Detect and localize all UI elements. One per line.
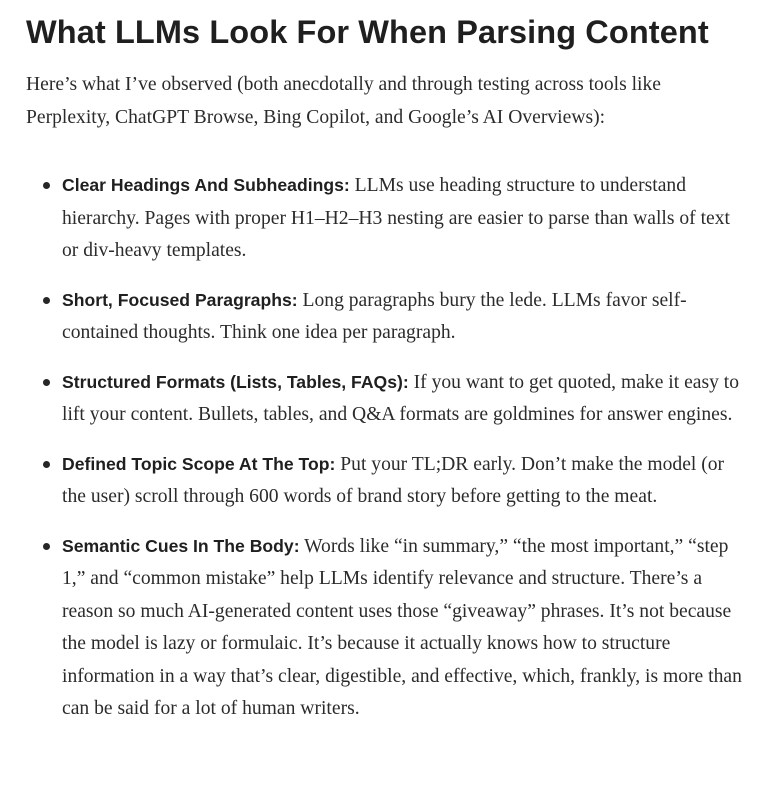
list-item — [26, 169, 746, 268]
bullet-dot-icon — [43, 297, 50, 304]
point-term: Structured Formats (Lists, Tables, FAQs): — [62, 371, 409, 392]
list-item — [26, 448, 746, 514]
point-text: If you want to get quoted, make it easy to lift your content. Bullets, tables, and Q&A formats are goldmines for answer engines. — [62, 371, 740, 425]
point-term: Short, Focused Paragraphs: — [62, 289, 298, 310]
section-heading: What LLMs Look For When Parsing Content — [26, 14, 709, 50]
point-text: LLMs use heading structure to understand hierarchy. Pages with proper H1–H2–H3 nesting are easier to parse than walls of text or div-heavy templates. — [62, 175, 730, 261]
point-text: Words like “in summary,” “the most important,” “step 1,” and “common mistake” help LLMs identify relevance and structure. There’s a reason so much AI-generated content uses those “giveaway” phrases. It’s not because the model is lazy or formulaic. It’s because it actually knows how to structure information in a way that’s clear, digestible, and effective, which, frankly, is more than can be said for a lot of human writers. — [62, 535, 742, 719]
list-item — [26, 366, 746, 432]
list-item — [26, 284, 746, 350]
point-term: Clear Headings And Subheadings: — [62, 175, 350, 195]
point-term: Defined Topic Scope At The Top: — [62, 453, 336, 474]
bullet-dot-icon — [43, 182, 50, 189]
point-term: Semantic Cues In The Body: — [62, 535, 300, 556]
bullet-dot-icon — [43, 461, 50, 468]
article-body — [26, 0, 754, 726]
point-text: Long paragraphs bury the lede. LLMs favor self-contained thoughts. Think one idea per paragraph. — [62, 289, 687, 343]
intro-paragraph: Here’s what I’ve observed (both anecdotally and through testing across tools like Perplexity, ChatGPT Browse, Bing Copilot, and Google’s AI Overviews): — [26, 74, 661, 128]
list-item — [26, 530, 746, 726]
bullet-dot-icon — [43, 379, 50, 386]
bullet-dot-icon — [43, 543, 50, 550]
points-list — [26, 169, 754, 726]
point-text: Put your TL;DR early. Don’t make the model (or the user) scroll through 600 words of brand story before getting to the meat. — [62, 453, 725, 507]
